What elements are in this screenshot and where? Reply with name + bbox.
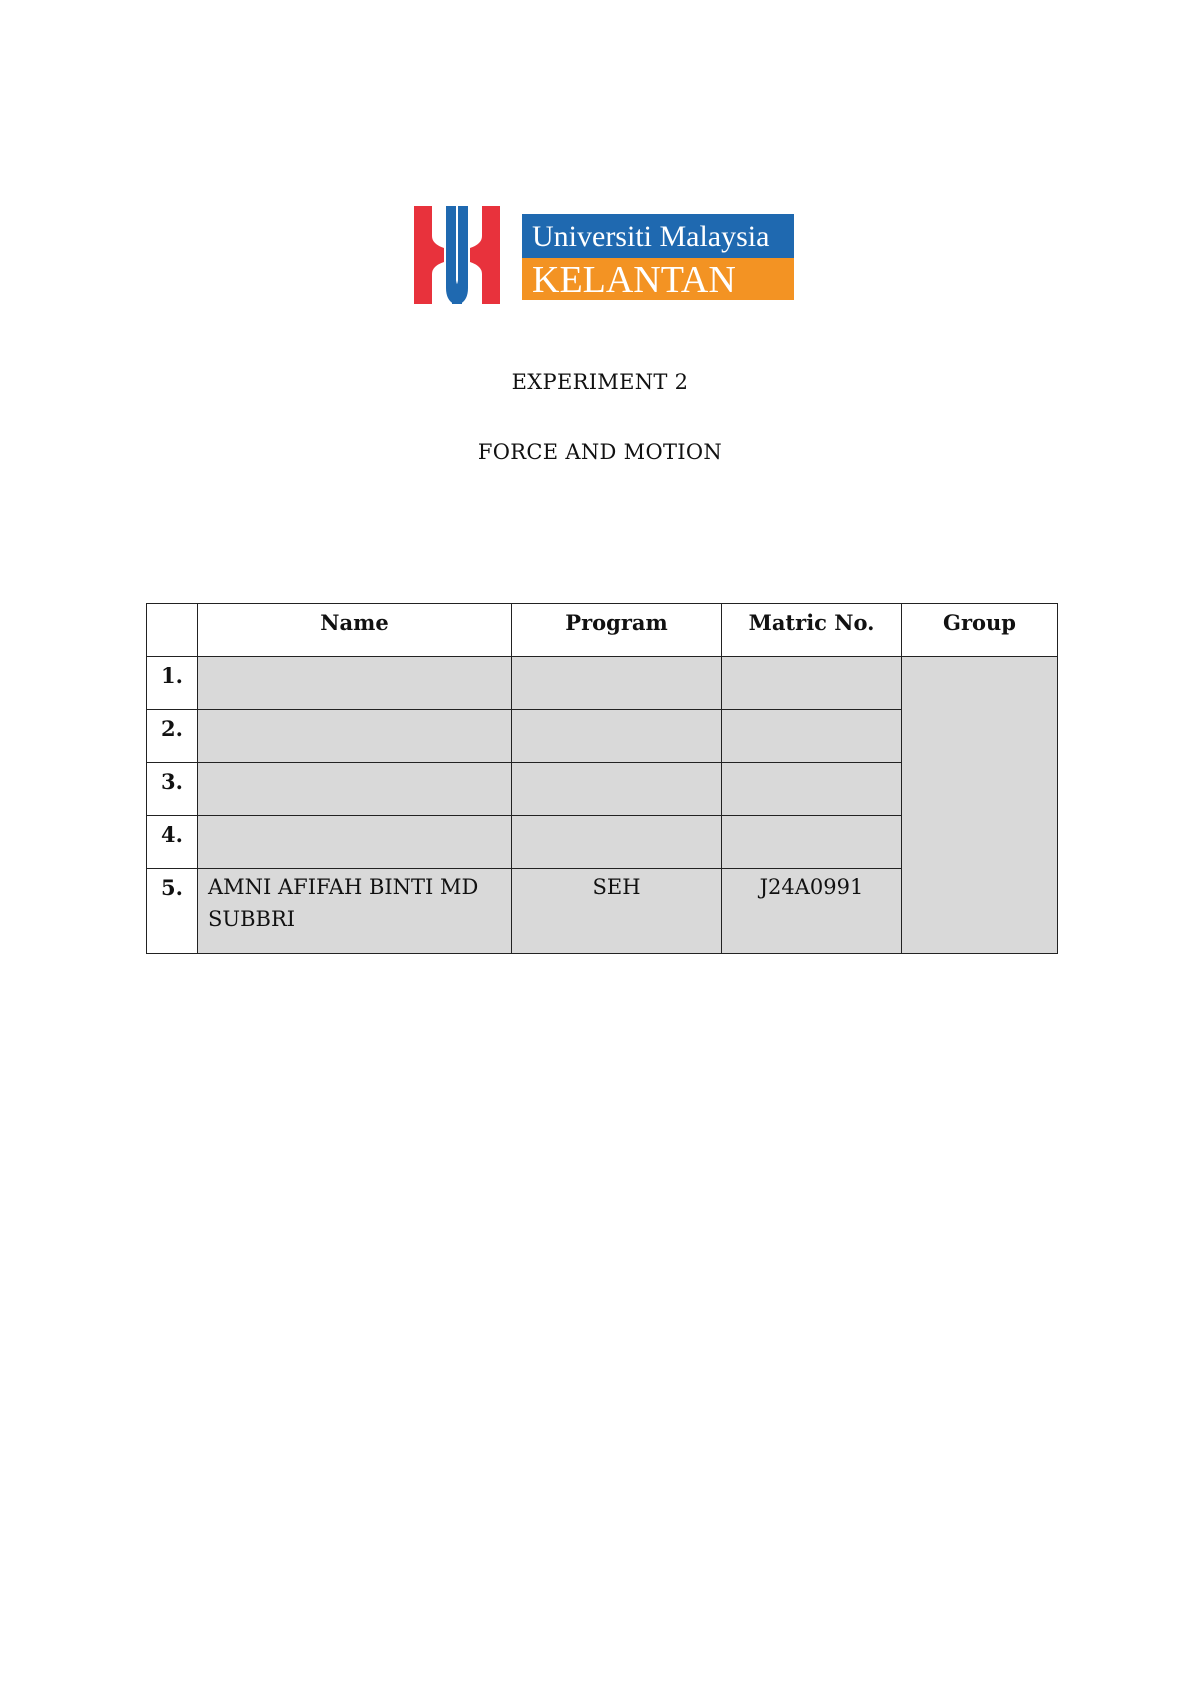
table-header-row: [147, 604, 1058, 657]
program-cell[interactable]: SEH: [512, 869, 722, 954]
header-matric: Matric No.: [722, 604, 902, 657]
logo-emblem: [414, 206, 500, 304]
matric-cell[interactable]: J24A0991: [722, 869, 902, 954]
matric-cell[interactable]: [722, 816, 902, 869]
matric-cell[interactable]: [722, 763, 902, 816]
matric-cell[interactable]: [722, 657, 902, 710]
program-cell[interactable]: [512, 657, 722, 710]
name-cell[interactable]: [198, 816, 512, 869]
row-number: 5.: [147, 869, 198, 954]
matric-cell[interactable]: [722, 710, 902, 763]
logo-text-line2: KELANTAN: [532, 259, 736, 301]
name-cell[interactable]: AMNI AFIFAH BINTI MD SUBBRI: [198, 869, 512, 954]
name-cell[interactable]: [198, 657, 512, 710]
header-number: [147, 604, 198, 657]
row-number: 4.: [147, 816, 198, 869]
name-cell[interactable]: [198, 763, 512, 816]
program-cell[interactable]: [512, 816, 722, 869]
group-members-table: [146, 603, 1058, 954]
logo-text-line1: Universiti Malaysia: [532, 220, 770, 253]
header-group: Group: [902, 604, 1058, 657]
university-logo: [410, 200, 800, 310]
umk-logo-graphic: [410, 200, 800, 310]
program-cell[interactable]: [512, 710, 722, 763]
row-number: 3.: [147, 763, 198, 816]
experiment-subtitle: FORCE AND MOTION: [477, 440, 723, 464]
row-number: 1.: [147, 657, 198, 710]
program-cell[interactable]: [512, 763, 722, 816]
table-row: [147, 657, 1058, 710]
row-number: 2.: [147, 710, 198, 763]
header-program: Program: [512, 604, 722, 657]
header-name: Name: [198, 604, 512, 657]
name-cell[interactable]: [198, 710, 512, 763]
experiment-title: EXPERIMENT 2: [511, 370, 689, 394]
group-cell[interactable]: [902, 657, 1058, 954]
